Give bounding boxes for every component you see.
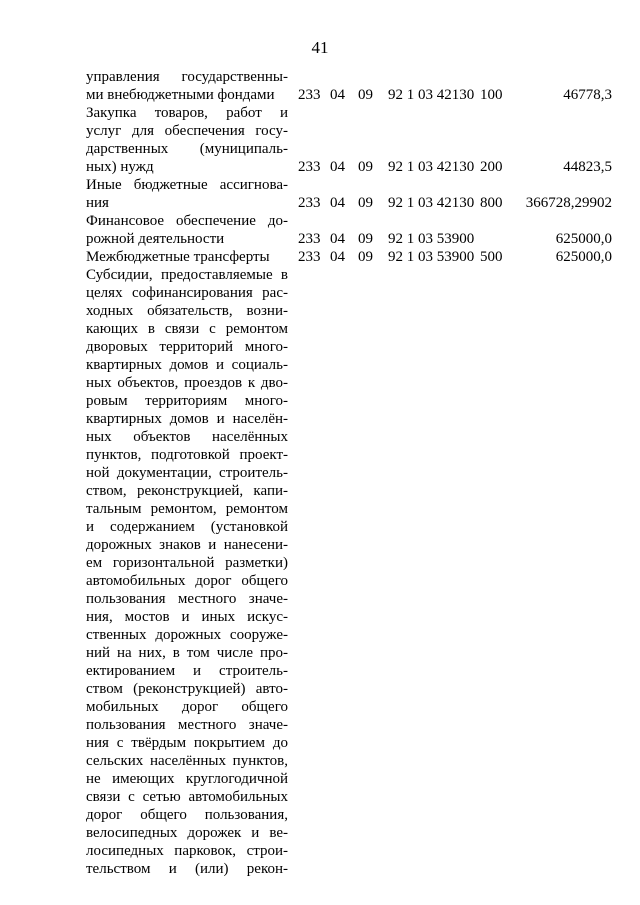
text-line: Субсидии, предоставляемые в: [86, 267, 288, 283]
target-article-code: 92 1 03 42130: [388, 87, 475, 103]
text-line: ний на них, в том числе про-: [86, 645, 288, 661]
text-line: ния: [86, 195, 109, 211]
text-line: квартирных домов и социаль-: [86, 357, 288, 373]
text-line: не имеющих круглогодичной: [86, 771, 288, 787]
text-line: пользования местного значе-: [86, 717, 288, 733]
text-line: Финансовое обеспечение до-: [86, 213, 288, 229]
text-line: Межбюджетные трансферты: [86, 249, 270, 265]
text-line: связи с сетью автомобильных: [86, 789, 288, 805]
admin-code: 233: [298, 249, 321, 265]
text-line: ных объектов населённых: [86, 429, 288, 445]
text-line: велосипедных дорожек и ве-: [86, 825, 288, 841]
amount: 366728,29902: [525, 195, 612, 211]
subsection-code: 09: [358, 195, 373, 211]
subsection-code: 09: [358, 231, 373, 247]
target-article-code: 92 1 03 53900: [388, 249, 475, 265]
text-line: ных) нужд: [86, 159, 154, 175]
text-line: дворовых территорий много-: [86, 339, 288, 355]
text-line: Закупка товаров, работ и: [86, 105, 288, 121]
text-line: пунктов, подготовкой проект-: [86, 447, 288, 463]
text-line: рожной деятельности: [86, 231, 225, 247]
target-article-code: 92 1 03 42130: [388, 159, 475, 175]
text-line: ми внебюджетными фондами: [86, 87, 275, 103]
text-line: ственных дорожных сооруже-: [86, 627, 288, 643]
text-line: ровым территориям много-: [86, 393, 288, 409]
subsection-code: 09: [358, 87, 373, 103]
text-line: автомобильных дорог общего: [86, 573, 288, 589]
amount: 46778,3: [563, 87, 612, 103]
text-line: ходных обязательств, возни-: [86, 303, 288, 319]
text-line: услуг для обеспечения госу-: [86, 123, 288, 139]
text-line: управления государственны-: [86, 69, 288, 85]
text-line: ектированием и строитель-: [86, 663, 288, 679]
text-line: сельских населённых пунктов,: [86, 753, 288, 769]
section-code: 04: [330, 159, 345, 175]
text-line: квартирных домов и населён-: [86, 411, 288, 427]
admin-code: 233: [298, 87, 321, 103]
section-code: 04: [330, 249, 345, 265]
expense-type-code: 200: [480, 159, 503, 175]
amount: 44823,5: [563, 159, 612, 175]
text-line: ния, мостов и иных искус-: [86, 609, 288, 625]
amount: 625000,0: [555, 231, 612, 247]
text-line: дорожных знаков и нанесени-: [86, 537, 288, 553]
text-line: целях софинансирования рас-: [86, 285, 288, 301]
text-line: ем горизонтальной разметки): [86, 555, 288, 571]
amount: 625000,0: [555, 249, 612, 265]
target-article-code: 92 1 03 53900: [388, 231, 475, 247]
section-code: 04: [330, 231, 345, 247]
text-line: мобильных дорог общего: [86, 699, 288, 715]
text-line: и содержанием (установкой: [86, 519, 288, 535]
text-line: лосипедных парковок, строи-: [86, 843, 288, 859]
expense-type-code: 100: [480, 87, 503, 103]
section-code: 04: [330, 195, 345, 211]
text-line: ством, реконструкцией, капи-: [86, 483, 288, 499]
text-line: кающих в связи с ремонтом: [86, 321, 288, 337]
text-line: тальным ремонтом, ремонтом: [86, 501, 288, 517]
admin-code: 233: [298, 159, 321, 175]
text-line: дорог общего пользования,: [86, 807, 288, 823]
admin-code: 233: [298, 231, 321, 247]
subsection-code: 09: [358, 249, 373, 265]
text-line: ством (реконструкцией) авто-: [86, 681, 288, 697]
section-code: 04: [330, 87, 345, 103]
text-line: ной документации, строитель-: [86, 465, 288, 481]
text-line: тельством и (или) рекон-: [86, 861, 288, 877]
text-line: Иные бюджетные ассигнова-: [86, 177, 288, 193]
subsection-code: 09: [358, 159, 373, 175]
text-line: ния с твёрдым покрытием до: [86, 735, 288, 751]
page-number: 41: [311, 38, 329, 57]
target-article-code: 92 1 03 42130: [388, 195, 475, 211]
text-line: пользования местного значе-: [86, 591, 288, 607]
text-line: ных объектов, проездов к дво-: [86, 375, 288, 391]
text-line: дарственных (муниципаль-: [86, 141, 288, 157]
expense-type-code: 500: [480, 249, 503, 265]
expense-type-code: 800: [480, 195, 503, 211]
admin-code: 233: [298, 195, 321, 211]
